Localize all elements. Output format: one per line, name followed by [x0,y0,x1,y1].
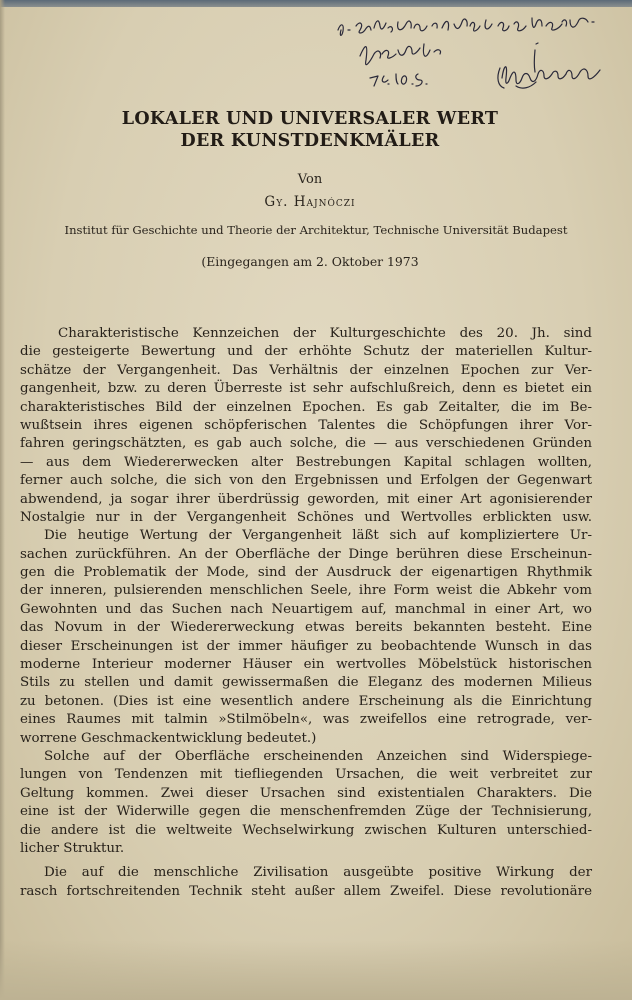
text-line: abwendend, ja sogar ihrer überdrüssig geworden, mit einer Art agonisierender [20,491,592,507]
article-body [20,325,592,901]
text-line: dieser Erscheinungen ist der immer häufiger zu beobachtende Wunsch in das [20,638,592,654]
text-line: fahren geringschätzten, es gab auch solche, die — aus verschiedenen Gründen [20,436,592,452]
text-line: der inneren, pulsierenden menschlichen Seele, ihre Form weist die Abkehr vom [20,583,592,599]
byline: Von [297,172,323,187]
text-line: — aus dem Wiedererwecken alter Bestrebungen Kapital schlagen wollten, [20,454,592,470]
author-institute: Institut für Geschichte und Theorie der Architektur, Technische Universität Budapest [64,223,568,237]
text-line: lungen von Tendenzen mit tiefliegenden Ursachen, die weit verbreitet zur [20,767,592,783]
text-line: Die auf die menschliche Zivilisation ausgeübte positive Wirkung der [44,865,592,881]
paragraph-2 [20,527,592,748]
text-line: Solche auf der Oberfläche erscheinenden Anzeichen sind Widerspiege- [44,748,592,764]
text-line: Die heutige Wertung der Vergangenheit läßt sich auf kompliziertere Ur- [44,528,592,544]
text-line: licher Struktur. [20,840,125,856]
author-name: Gy. Hajnóczi [264,194,356,210]
text-line: Stils zu stellen und damit gewissermaßen die Eleganz des modernen Milieus [20,675,592,691]
paragraph-1 [20,325,592,527]
text-line: Gewohnten und das Suchen nach Neuartigem auf, manchmal in einer Art, wo [20,601,592,617]
handwritten-dedication [330,8,630,98]
text-line: das Novum in der Wiedererweckung etwas bereits bekannten besteht. Eine [20,620,592,636]
paragraph-4 [20,864,592,901]
text-line: zu betonen. (Dies ist eine wesentlich andere Erscheinung als die Einrichtung [20,693,592,709]
received-date: (Eingegangen am 2. Oktober 1973 [201,254,419,269]
text-line: rasch fortschreitenden Technik steht außer allem Zweifel. Diese revolutionäre [20,883,592,899]
scan-bottom-shadow [0,940,632,1000]
text-line: die andere ist die weltweite Wechselwirkung zwischen Kulturen unterschied- [20,822,592,838]
text-line: die gesteigerte Bewertung und der erhöhte Schutz der materiellen Kultur- [20,344,592,360]
scan-left-edge [0,0,5,1000]
text-line: wußtsein ihres eigenen schöpferischen Talentes die Schöpfungen ihrer Vor- [20,417,592,433]
text-line: sachen zurückführen. An der Oberfläche der Dinge berühren diese Erscheinun- [20,546,592,562]
text-line: worrene Geschmackentwicklung bedeutet.) [20,730,317,746]
text-line: eines Raumes mit talmin »Stilmöbeln«, was zweifellos eine retrograde, ver- [20,712,592,728]
text-line: moderne Interieur moderner Häuser ein wertvolles Möbelstück historischen [20,657,592,673]
text-line: Geltung kommen. Zwei dieser Ursachen sind existentialen Charakters. Die [20,785,592,801]
text-line: gen die Problematik der Mode, sind der Ausdruck der eigenartigen Rhythmik [20,565,592,581]
text-line: eine ist der Widerwille gegen die menschenfremden Züge der Technisierung, [20,804,592,820]
title-line-2: DER KUNSTDENKMÄLER [180,131,440,151]
text-line: gangenheit, bzw. zu deren Überreste ist sehr aufschlußreich, denn es bietet ein [20,381,592,397]
handwritten-dedication-drawing [330,8,630,98]
text-line: charakteristisches Bild der einzelnen Epochen. Es gab Zeitalter, die im Be- [20,399,592,415]
title-line-1: LOKALER UND UNIVERSALER WERT [121,109,499,129]
scan-top-edge [0,0,632,7]
text-line: ferner auch solche, die sich von den Ergebnissen und Erfolgen der Gegenwart [20,473,592,489]
text-line: Nostalgie nur in der Vergangenheit Schönes und Wertvolles erblickten usw. [20,509,592,525]
text-line: Charakteristische Kennzeichen der Kulturgeschichte des 20. Jh. sind [58,326,592,341]
paragraph-3 [20,748,592,858]
article-title [60,108,560,152]
text-line: schätze der Vergangenheit. Das Verhältnis der einzelnen Epochen zur Ver- [20,362,592,378]
